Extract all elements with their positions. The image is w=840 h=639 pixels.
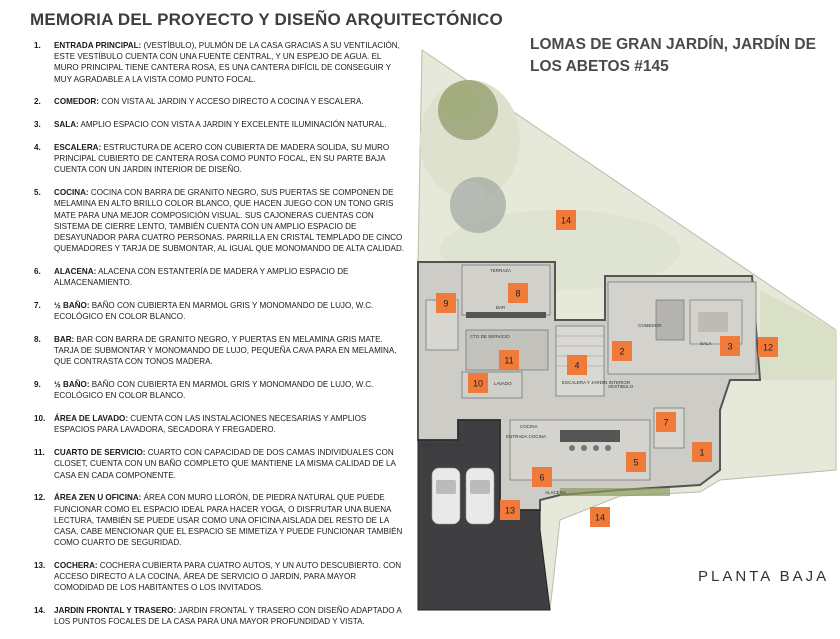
item-term: ½ BAÑO: [54,380,90,390]
item-text: CUARTO CON CAPACIDAD DE DOS CAMAS INDIVIDUALES CON CLOSET, CUENTA CON UN BAÑO COMPLETO QUE MANTIENE LA MISMA CALIDAD DE LA CASA EN CADA COMPONENTE. [54,448,396,480]
badge-7 [656,412,676,432]
item-text: BAR CON BARRA DE GRANITO NEGRO, Y PUERTAS EN MELAMINA GRIS MATE. TARJA DE SUBMONTAR Y MONOMANDO DE LUJO, PEQUEÑA CAVA PARA EN MELAMINA, QUE CONTRASTA CON TONOS MADERA. [54,335,397,367]
badge-number: 14 [594,512,606,523]
label-bar: BAR [496,305,506,310]
car-icon [466,468,494,524]
item-text: AMPLIO ESPACIO CON VISTA A JARDIN Y EXCELENTE ILUMINACIÓN NATURAL. [78,120,387,130]
item-term: CUARTO DE SERVICIO: [54,448,146,458]
item-number: 7. [34,301,41,311]
badge-13 [500,500,520,520]
label-vestibulo: VESTIBULO [608,384,634,389]
badge-number: 12 [762,342,774,353]
item-term: ENTRADA PRINCIPAL: [54,41,142,50]
item-term: ÁREA DE LAVADO: [54,414,129,424]
label-comedor: COMEDOR [638,323,662,328]
badge-number: 13 [504,505,516,516]
badge-number: 10 [472,378,484,389]
label-escalera: ESCALERA Y JARDIN INTERIOR [562,380,631,385]
badge-number: 14 [560,215,572,226]
item-text: CON VISTA AL JARDIN Y ACCESO DIRECTO A COCINA Y ESCALERA. [98,97,364,107]
badge-number: 4 [574,360,580,371]
badge-1 [692,442,712,462]
item-number: 6. [34,267,41,277]
badge-10 [468,373,488,393]
tree-icon [450,177,506,233]
badge-2 [612,341,632,361]
label-alacena: ALACENA [545,490,567,495]
badge-3 [720,336,740,356]
item-number: 1. [34,41,41,50]
item-number: 14. [34,606,46,616]
badge-number: 3 [727,341,733,352]
label-entrada-cocina: ENTRADA COCINA [506,434,547,439]
badge-14 [556,210,576,230]
badge-12 [758,337,778,357]
badge-number: 8 [515,288,521,299]
label-sala: SALA [700,341,712,346]
item-number: 13. [34,561,46,571]
item-term: COCINA: [54,188,89,198]
badge-number: 9 [443,298,449,309]
badge-6 [532,467,552,487]
car-icon [432,468,460,524]
item-number: 11. [34,448,45,458]
item-number: 9. [34,380,41,390]
item-number: 4. [34,143,41,152]
item-term: BAR: [54,335,75,345]
badge-11 [499,350,519,370]
badge-5 [626,452,646,472]
item-number: 2. [34,97,41,107]
item-term: ÁREA ZEN U OFICINA: [54,493,142,503]
label-terraza: TERRAZA [490,268,512,273]
item-text: COCINA CON BARRA DE GRANITO NEGRO, SUS PUERTAS SE COMPONEN DE MELAMINA EN ALTO BRILLO COLOR BLANCO, QUE HACEN JUEGO CON UN TONO GRIS MATE PARA UNA MEJOR COMPOSICIÓN VISUAL. SUS CAJONERAS CUENTAS CON SISTEMA DE CIERRE LENTO, TAMBIÉN CUENTA CON UN AMPLIO ESPACIO DE DESAYUNADOR PARA CUATRO PERSONAS. PARRILLA EN CRISTAL TEMPLADO DE CINCO QUEMADORES Y TARJA DE SUBMONTAR, AL IGUAL QUE MONOMANDO DE ALTA CALIDAD. [54,188,405,254]
item-text: CUENTA CON LAS INSTALACIONES NECESARIAS Y AMPLIOS ESPACIOS PARA LAVADORA, SECADORA Y FREGADERO. [54,414,367,435]
item-text: BAÑO CON CUBIERTA EN MARMOL GRIS Y MONOMANDO DE LUJO, W.C. ECOLÓGICO EN COLOR BLANCO. [54,380,374,401]
item-text: ÁREA CON MURO LLORÓN, DE PIEDRA NATURAL QUE PUEDE FUNCIONAR COMO EL ESPACIO IDEAL PARA HACER YOGA, O DISFRUTAR UNA BUENA LECTURA, TAMBIÉN SE PUEDE USAR COMO UNA OFICINA AISLADA DEL RESTO DE LA CASA, CABE MENCIONAR QUE EL ESPACIO SE MIMETIZA Y PUEDE FUNCIONAR TAMBIÉN COMO CUARTO DE SEGURIDAD. [54,493,403,548]
project-name: LOMAS DE GRAN JARDÍN, JARDÍN DE LOS ABETOS #145 [530,36,816,75]
item-number: 5. [34,188,41,198]
item-number: 3. [34,120,41,130]
item-number: 10. [34,414,46,424]
badge-number: 2 [619,346,625,357]
label-cto-servicio: CTO DE SERVICIO [470,334,510,339]
item-text: ALACENA CON ESTANTERÍA DE MADERA Y AMPLIO ESPACIO DE ALMACENAMIENTO. [54,267,349,288]
item-text: ESTRUCTURA DE ACERO CON CUBIERTA DE MADERA SOLIDA, SU MURO PRINCIPAL CUBIERTO DE CANTERA ROSA COMO PUNTO FOCAL, EN SU PARTE BAJA CUENTA CON UN JARDIN INTERIOR DE DISEÑO. [54,143,390,175]
badge-number: 1 [699,447,705,458]
label-lavado: LAVADO [494,381,512,386]
item-number: 8. [34,335,41,345]
badge-number: 6 [539,472,545,483]
badge-9 [436,293,456,313]
label-cocina: COCINA [520,424,538,429]
item-term: SALA: [54,120,79,130]
badge-number: 5 [633,457,639,468]
item-text: (VESTÍBULO), PULMÓN DE LA CASA GRACIAS A SU VENTILACIÓN, ESTE VESTÍBULO CUENTA CON UNA FUENTE CENTRAL, Y UN ESPEJO DE AGUA. EL MURO PRINCIPAL TIENE CANTERA ROSA, ES UNA CANTERA DIFÍCIL DE CONSEGUIR Y MUY AGRADABLE A LA VISTA COMO PUNTO FOCAL. [54,41,400,84]
tree-icon [438,80,498,140]
item-term: JARDIN FRONTAL Y TRASERO: [54,606,177,616]
badge-14 [590,507,610,527]
page-title: MEMORIA DEL PROYECTO Y DISEÑO ARQUITECTÓNICO [30,10,503,29]
item-text: JARDIN FRONTAL Y TRASERO CON DISEÑO ADAPTADO A LOS PUNTOS FOCALES DE LA CASA PARA UNA MAYOR PROFUNDIDAD Y VISTA. [54,606,402,627]
item-term: COMEDOR: [54,97,99,107]
badge-4 [567,355,587,375]
item-text: COCHERA CUBIERTA PARA CUATRO AUTOS, Y UN AUTO DESCUBIERTO. CON ACCESO DIRECTO A LA COCINA, ÁREA DE SERVICIO O JARDIN, PARA MAYOR COMODIDAD DE LOS HABITANTES O LOS INVITADOS. [54,561,402,593]
plan-title: PLANTA BAJA [698,568,830,585]
label-entrada-servicio: ENTRADA SERVICIO [420,443,464,448]
item-term: ALACENA: [54,267,97,277]
item-term: ½ BAÑO: [54,301,90,311]
item-term: ESCALERA: [54,143,102,152]
item-number: 12. [34,493,46,503]
badge-number: 11 [504,355,514,366]
badge-8 [508,283,528,303]
item-term: COCHERA: [54,561,98,571]
badge-number: 7 [663,417,669,428]
item-text: BAÑO CON CUBIERTA EN MARMOL GRIS Y MONOMANDO DE LUJO, W.C. ECOLÓGICO EN COLOR BLANCO. [54,301,374,322]
